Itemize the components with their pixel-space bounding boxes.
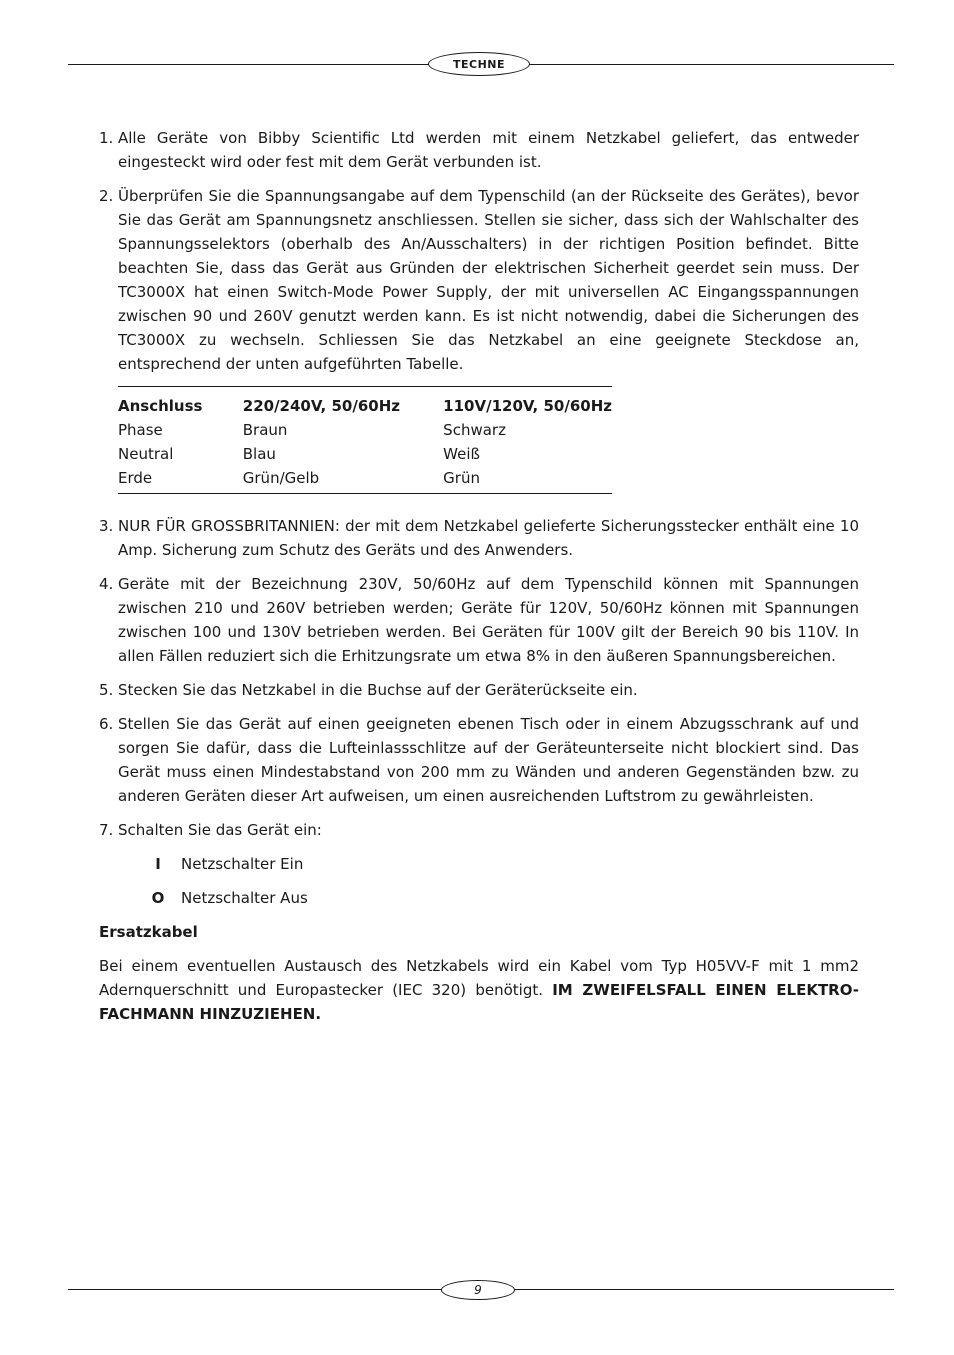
item-text: Alle Geräte von Bibby Scientific Ltd werden mit einem Netzkabel geliefert, das entweder eingesteckt wird oder fest mit dem Gerät verbunden ist. <box>118 129 859 171</box>
table-cell: Grün/Gelb <box>242 469 320 487</box>
list-item-6 <box>99 712 859 808</box>
table-cell: Schwarz <box>443 421 506 439</box>
item-text: Stellen Sie das Gerät auf einen geeigneten ebenen Tisch oder in einem Abzugsschrank auf und sorgen Sie dafür, dass die Lufteinlassschlitze auf der Geräteunterseite nicht blockiert sind. Das Gerät muss einen Mindestabstand von 200 mm zu Wänden und anderen Gegenständen bzw. zu anderen Geräten dieser Art aufweisen, um einen ausreichenden Luftstrom zu gewährleisten. <box>118 715 859 805</box>
switch-on-row <box>99 852 859 876</box>
connection-table <box>118 386 612 494</box>
item-number: 3. <box>99 517 114 535</box>
switch-off-symbol: O <box>151 889 165 907</box>
techne-logo: TECHNE <box>428 52 530 76</box>
list-item-5 <box>99 678 859 702</box>
item-text: Stecken Sie das Netzkabel in die Buchse auf der Geräterückseite ein. <box>118 681 638 699</box>
list-item-2 <box>99 184 859 376</box>
list-item-7 <box>99 818 859 842</box>
item-text: NUR FÜR GROSSBRITANNIEN: der mit dem Netzkabel gelieferte Sicherungsstecker enthält eine 10 Amp. Sicherung zum Schutz des Geräts und des Anwenders. <box>118 517 859 559</box>
table-row <box>118 466 612 494</box>
column-header: 220/240V, 50/60Hz <box>242 397 400 415</box>
table-cell: Neutral <box>118 445 174 463</box>
table-cell: Erde <box>118 469 153 487</box>
item-text: Geräte mit der Bezeichnung 230V, 50/60Hz auf dem Typenschild können mit Spannungen zwischen 210 und 260V betrieben werden; Geräte für 120V, 50/60Hz können mit Spannungen zwischen 100 und 130V betrieben werden. Bei Geräten für 100V gilt der Bereich 90 bis 110V. In allen Fällen reduziert sich die Erhitzungsrate um etwa 8% in den äußeren Spannungsbereichen. <box>118 575 859 665</box>
table-row <box>118 418 612 442</box>
section-paragraph <box>99 954 859 1026</box>
table-cell: Braun <box>242 421 288 439</box>
switch-off-label: Netzschalter Aus <box>181 889 308 907</box>
table-cell: Blau <box>242 445 276 463</box>
switch-off-row <box>99 886 859 910</box>
switch-on-symbol: I <box>155 855 161 873</box>
item-number: 6. <box>99 715 114 733</box>
item-text: Überprüfen Sie die Spannungsangabe auf dem Typenschild (an der Rückseite des Gerätes), bevor Sie das Gerät am Spannungsnetz anschliessen. Stellen sie sicher, dass sich der Wahlschalter des Spannungsselektors (oberhalb des An/Ausschalters) in der richtigen Position befindet. Bitte beachten Sie, dass das Gerät aus Gründen der elektrischen Sicherheit geerdet sein muss. Der TC3000X hat einen Switch-Mode Power Supply, der mit universellen AC Eingangsspannungen zwischen 90 und 260V genutzt werden kann. Es ist nicht notwendig, dabei die Sicherungen des TC3000X zu wechseln. Schliessen Sie das Netzkabel an eine geeignete Steckdose an, entsprechend der unten aufgeführten Tabelle. <box>118 187 859 373</box>
table-cell: Phase <box>118 421 163 439</box>
item-number: 1. <box>99 129 114 147</box>
table-cell: Weiß <box>443 445 480 463</box>
page-content <box>99 126 859 1026</box>
list-item-4 <box>99 572 859 668</box>
section-emphasis: IM ZWEIFELSFALL EINEN ELEKTRO-FACHMANN HINZUZIEHEN. <box>99 981 859 1023</box>
item-text: Schalten Sie das Gerät ein: <box>118 821 322 839</box>
column-header: 110V/120V, 50/60Hz <box>443 397 612 415</box>
page-number: 9 <box>441 1280 515 1300</box>
item-number: 5. <box>99 681 114 699</box>
column-header: Anschluss <box>118 397 203 415</box>
switch-on-label: Netzschalter Ein <box>181 855 304 873</box>
section-heading: Ersatzkabel <box>99 923 198 941</box>
item-number: 2. <box>99 187 114 205</box>
section-text: Bei einem eventuellen Austausch des Netzkabels wird ein Kabel vom Typ H05VV-F mit 1 mm2 Adernquerschnitt und Europastecker (IEC 320) benötigt. <box>99 957 859 999</box>
list-item-1 <box>99 126 859 174</box>
item-number: 4. <box>99 575 114 593</box>
item-number: 7. <box>99 821 114 839</box>
list-item-3 <box>99 514 859 562</box>
table-header-row <box>118 387 612 419</box>
table-cell: Grün <box>443 469 480 487</box>
table-row <box>118 442 612 466</box>
